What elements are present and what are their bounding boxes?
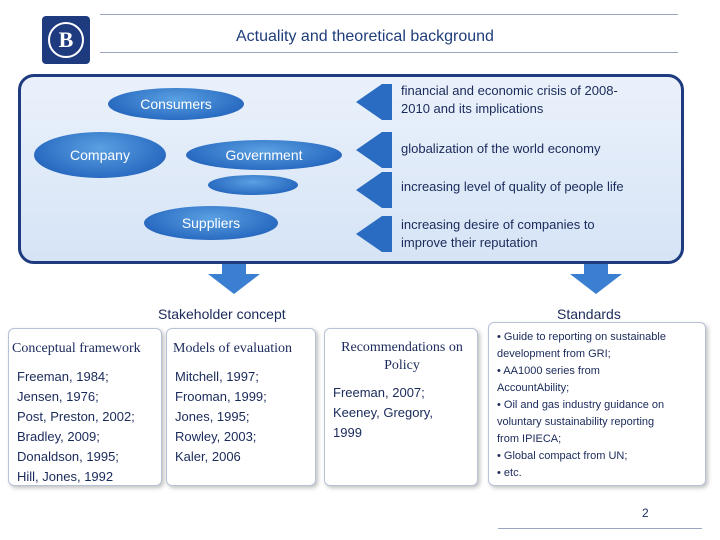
panel-recommendations [324, 328, 478, 486]
footer-divider [498, 528, 702, 529]
node-government-label: Government [225, 147, 303, 163]
driver-reputation: increasing desire of companies to improve their reputation [401, 217, 595, 250]
driver-crisis: financial and economic crisis of 2008- 2010 and its implications [401, 83, 618, 116]
node-company-label: Company [70, 147, 130, 163]
panel-recommendations-body: Freeman, 2007; Keeney, Gregory, 1999 [333, 385, 433, 440]
panel-models-title: Models of evaluation [173, 341, 292, 356]
top-divider [100, 14, 678, 15]
panel-models-body: Mitchell, 1997; Frooman, 1999; Jones, 1995; Rowley, 2003; Kaler, 2006 [175, 369, 267, 464]
arrow-left-icon [356, 84, 392, 120]
node-company [34, 132, 166, 178]
panel-standards-body: • Guide to reporting on sustainable development from GRI; • AA1000 series from AccountAbility; • Oil and gas industry guidance on voluntary sustainability reporting from IPIECA; • Global compact from UN; • etc. [497, 331, 666, 479]
node-consumers-label: Consumers [140, 96, 212, 112]
arrow-left-icon [356, 132, 392, 168]
panel-conceptual-body: Freeman, 1984; Jensen, 1976; Post, Preston, 2002; Bradley, 2009; Donaldson, 1995; Hill, Jones, 1992 [17, 369, 135, 484]
arrow-left-icon [356, 216, 392, 252]
panel-conceptual-framework [8, 328, 162, 486]
page-number: 2 [642, 506, 649, 520]
node-suppliers-label: Suppliers [181, 215, 241, 231]
node-suppliers [144, 206, 278, 240]
panel-recommendations-title: Recommendations on Policy [341, 340, 463, 373]
arrow-left-icon [356, 172, 392, 208]
node-consumers [108, 88, 244, 120]
panel-conceptual-title: Conceptual framework [12, 341, 141, 356]
university-logo-icon: В [42, 16, 90, 64]
page-title: Actuality and theoretical background [236, 28, 494, 45]
driver-quality-of-life: increasing level of quality of people life [401, 179, 624, 194]
panel-standards [488, 322, 706, 486]
section-stakeholder: Stakeholder concept [158, 306, 286, 322]
arrow-down-icon [208, 264, 260, 294]
node-government [186, 140, 342, 170]
arrow-down-icon [570, 264, 622, 294]
title-divider [100, 52, 678, 53]
section-standards: Standards [557, 306, 621, 322]
node-blank [208, 175, 298, 195]
driver-globalization: globalization of the world economy [401, 141, 601, 156]
panel-models-evaluation [166, 328, 316, 486]
